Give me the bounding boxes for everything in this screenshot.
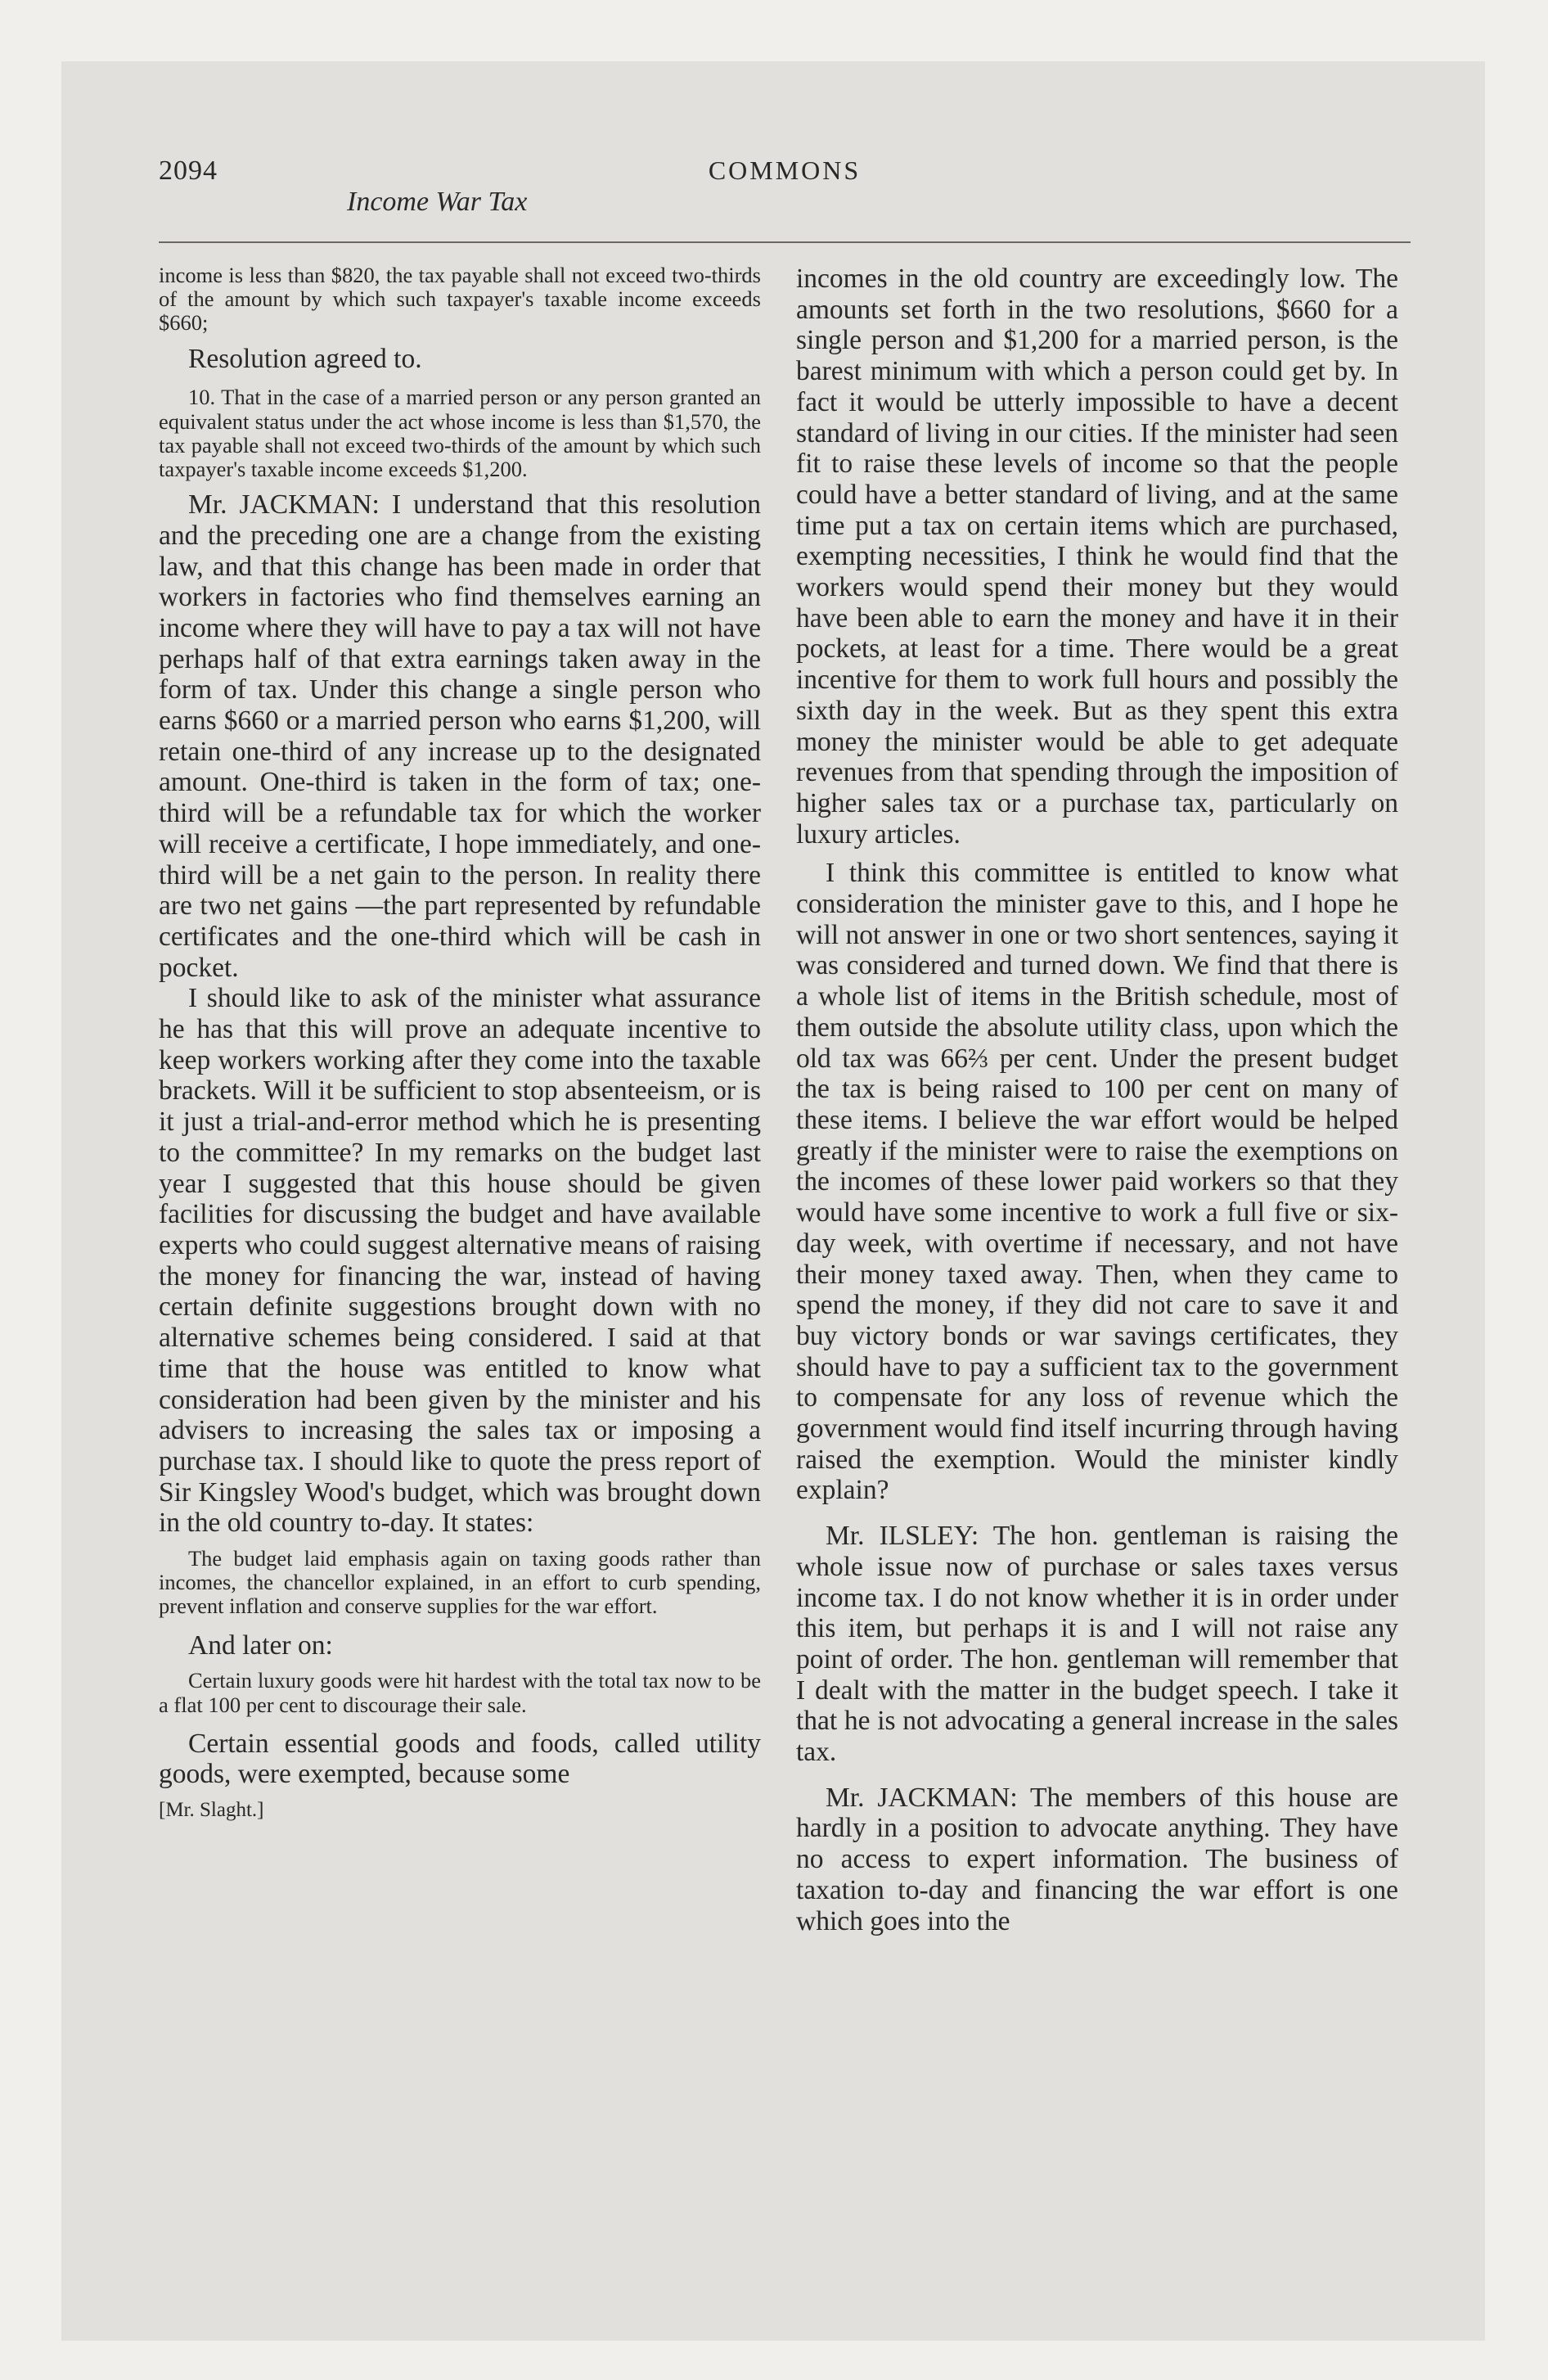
right-column [796,264,1398,1936]
header-rule [159,241,1411,243]
resolution-text: income is less than $820, the tax payable shall not exceed two-thirds of the amount by which such taxpayer's taxable income exceeds $660; [159,263,761,336]
speech-paragraph: incomes in the old country are exceedingly low. The amounts set forth in the two resolutions, $660 for a single person and $1,200 for a married person, is the barest minimum with which a person could get by. In fact it would be utterly impossible to have a decent standard of living in our cities. If the minister had seen fit to raise these levels of income so that the people could have a better standard of living, and at the same time put a tax on certain items which are purchased, exempting necessities, I think he would find that the workers would spend their money but they would have been able to earn the money and have it in their pockets, at least for a time. There would be a great incentive for them to work full hours and possibly the sixth day in the week. But as they spent this extra money the minister would be able to get adequate revenues from that spending through the imposition of higher sales tax or a purchase tax, particularly on luxury articles. [796,264,1398,850]
quotation: The budget laid emphasis again on taxing goods rather than incomes, the chancellor explained, in an effort to curb spending, prevent inflation and conserve supplies for the war effort. [159,1546,761,1619]
speech-paragraph: Mr. JACKMAN: The members of this house are hardly in a position to advocate anything. They have no access to expert information. The business of taxation to-day and financing the war effort is one which goes into the [796,1782,1398,1936]
quotation: Certain luxury goods were hit hardest with the total tax now to be a flat 100 per cent to discourage their sale. [159,1668,761,1717]
speech-paragraph: I think this committee is entitled to know what consideration the minister gave to this, and I hope he will not answer in one or two short sentences, saying it was considered and turned down. We find that there is a whole list of items in the British schedule, most of them outside the absolute utility class, upon which the old tax was 66⅔ per cent. Under the present budget the tax is being raised to 100 per cent on many of these items. I believe the war effort would be helped greatly if the minister were to raise the exemptions on the incomes of these lower paid workers so that they would have some incentive to work a full five or six-day week, with overtime if necessary, and not have their money taxed away. Then, when they came to spend the money, if they did not care to save it and buy victory bonds or war savings certificates, they should have to pay a sufficient tax to the government to compensate for any loss of revenue which the government would find itself incurring through having raised the exemption. Would the minister kindly explain? [796,858,1398,1506]
page-header [159,156,1411,229]
speech-paragraph: Mr. JACKMAN: I understand that this resolution and the preceding one are a change from the existing law, and that this change has been made in order that workers in factories who find themselves earning an income where they will have to pay a tax will not have perhaps half of that extra earnings taken away in the form of tax. Under this change a single person who earns $660 or a married person who earns $1,200, will retain one-third of any increase up to the designated amount. One-third is taken in the form of tax; one-third will be a refundable tax for which the worker will receive a certificate, I hope immediately, and one-third will be a net gain to the person. In reality there are two net gains —the part represented by refundable certificates and the one-third which will be cash in pocket. [159,489,761,983]
paragraph: And later on: [188,1629,333,1661]
paragraph: Resolution agreed to. [188,343,422,374]
paragraph: Certain essential goods and foods, called utility goods, were exempted, because some [159,1728,761,1790]
section-title: COMMONS [708,156,862,185]
resolution-text: 10. That in the case of a married person or any person granted an equivalent status under the act whose income is less than $1,570, the tax payable shall not exceed two-thirds of the amount by which such taxpayer's taxable income exceeds $1,200. [159,385,761,481]
speaker-footnote: [Mr. Slaght.] [159,1799,264,1822]
running-head: Income War Tax [347,187,528,217]
left-column [159,264,761,1823]
speech-paragraph: I should like to ask of the minister what assurance he has that this will prove an adequate incentive to keep workers working after they come into the taxable brackets. Will it be sufficient to stop absenteeism, or is it just a trial-and-error method which he is presenting to the committee? In my remarks on the budget last year I suggested that this house should be given facilities for discussing the budget and have available experts who could suggest alternative means of raising the money for financing the war, instead of having certain definite suggestions brought down with no alternative schemes being considered. I said at that time that the house was entitled to know what consideration had been given by the minister and his advisers to increasing the sales tax or imposing a purchase tax. I should like to quote the press report of Sir Kingsley Wood's budget, which was brought down in the old country to-day. It states: [159,983,761,1539]
speech-paragraph: Mr. ILSLEY: The hon. gentleman is raising the whole issue now of purchase or sales taxes versus income tax. I do not know whether it is in order under this item, but perhaps it is and I will not raise any point of order. The hon. gentleman will remember that I dealt with the matter in the budget speech. I take it that he is not advocating a general increase in the sales tax. [796,1521,1398,1768]
page-number: 2094 [159,156,218,186]
